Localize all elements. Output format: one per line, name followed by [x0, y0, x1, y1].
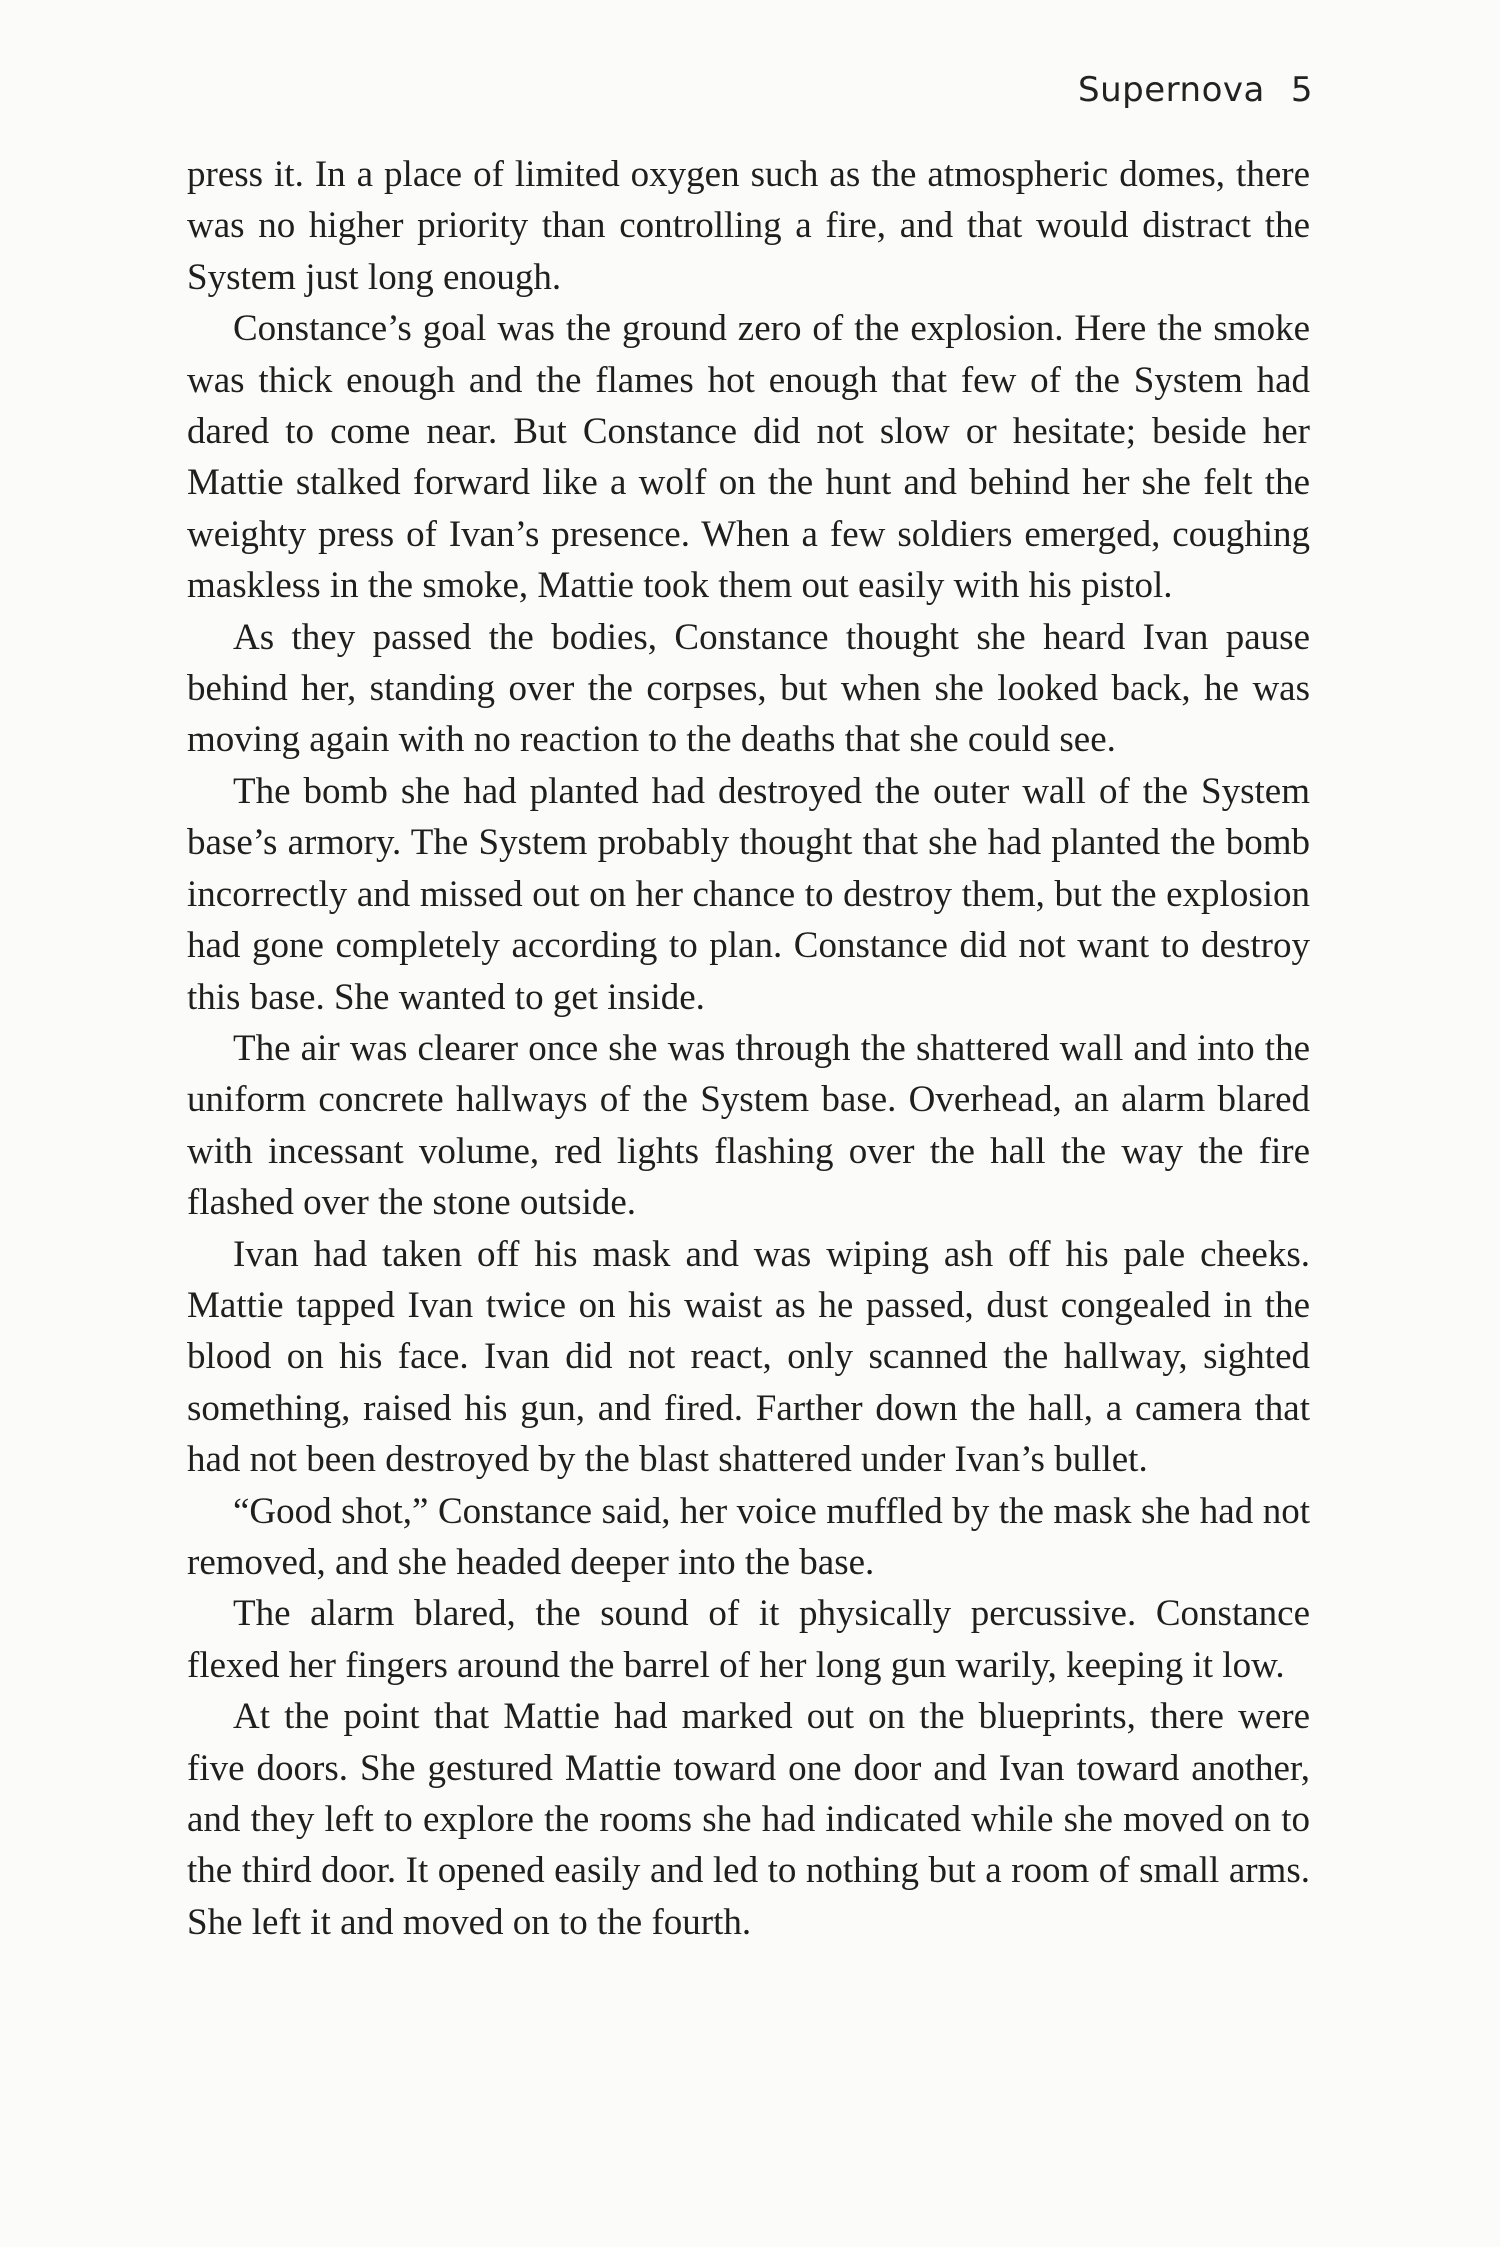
paragraph: At the point that Mattie had marked out on the blueprints, there were five doors. She gestured Mattie toward one door and Ivan toward another, and they left to explore the rooms she had indicated while she moved on to the third door. It opened easily and led to nothing but a room of small arms. She left it and moved on to the fourth.: [187, 1696, 1310, 1943]
paragraph: “Good shot,” Constance said, her voice muffled by the mask she had not removed, and she headed deeper into the base.: [187, 1490, 1310, 1583]
paragraph: The air was clearer once she was through the shattered wall and into the uniform concrete hallways of the System base. Overhead, an alarm blared with incessant volume, red lights flashing over the hall the way the fire flashed over the stone outside.: [187, 1027, 1310, 1224]
body-text: [187, 149, 1310, 1948]
paragraph: As they passed the bodies, Constance thought she heard Ivan pause behind her, standing over the corpses, but when she looked back, he was moving again with no reaction to the deaths that she could see.: [187, 616, 1310, 761]
paragraph: Constance’s goal was the ground zero of the explosion. Here the smoke was thick enough and the flames hot enough that few of the System had dared to come near. But Constance did not slow or hesitate; beside her Mattie stalked forward like a wolf on the hunt and behind her she felt the weighty press of Ivan’s presence. When a few soldiers emerged, coughing maskless in the smoke, Mattie took them out easily with his pistol.: [187, 308, 1310, 607]
paragraph: The bomb she had planted had destroyed the outer wall of the System base’s armory. The System probably thought that she had planted the bomb incorrectly and missed out on her chance to destroy them, but the explosion had gone completely according to plan. Constance did not want to destroy this base. She wanted to get inside.: [187, 770, 1310, 1018]
book-title: Supernova: [1078, 70, 1265, 110]
paragraph: Ivan had taken off his mask and was wiping ash off his pale cheeks. Mattie tapped Ivan twice on his waist as he passed, dust congealed in the blood on his face. Ivan did not react, only scanned the hallway, sighted something, raised his gun, and fired. Farther down the hall, a camera that had not been destroyed by the blast shattered under Ivan’s bullet.: [187, 1233, 1310, 1481]
paragraph: The alarm blared, the sound of it physically percussive. Constance flexed her fingers around the barrel of her long gun warily, keeping it low.: [187, 1593, 1310, 1686]
page-number: 5: [1290, 70, 1313, 110]
paragraph: press it. In a place of limited oxygen such as the atmospheric domes, there was no higher priority than controlling a fire, and that would distract the System just long enough.: [187, 154, 1310, 298]
running-header: [1078, 70, 1313, 110]
